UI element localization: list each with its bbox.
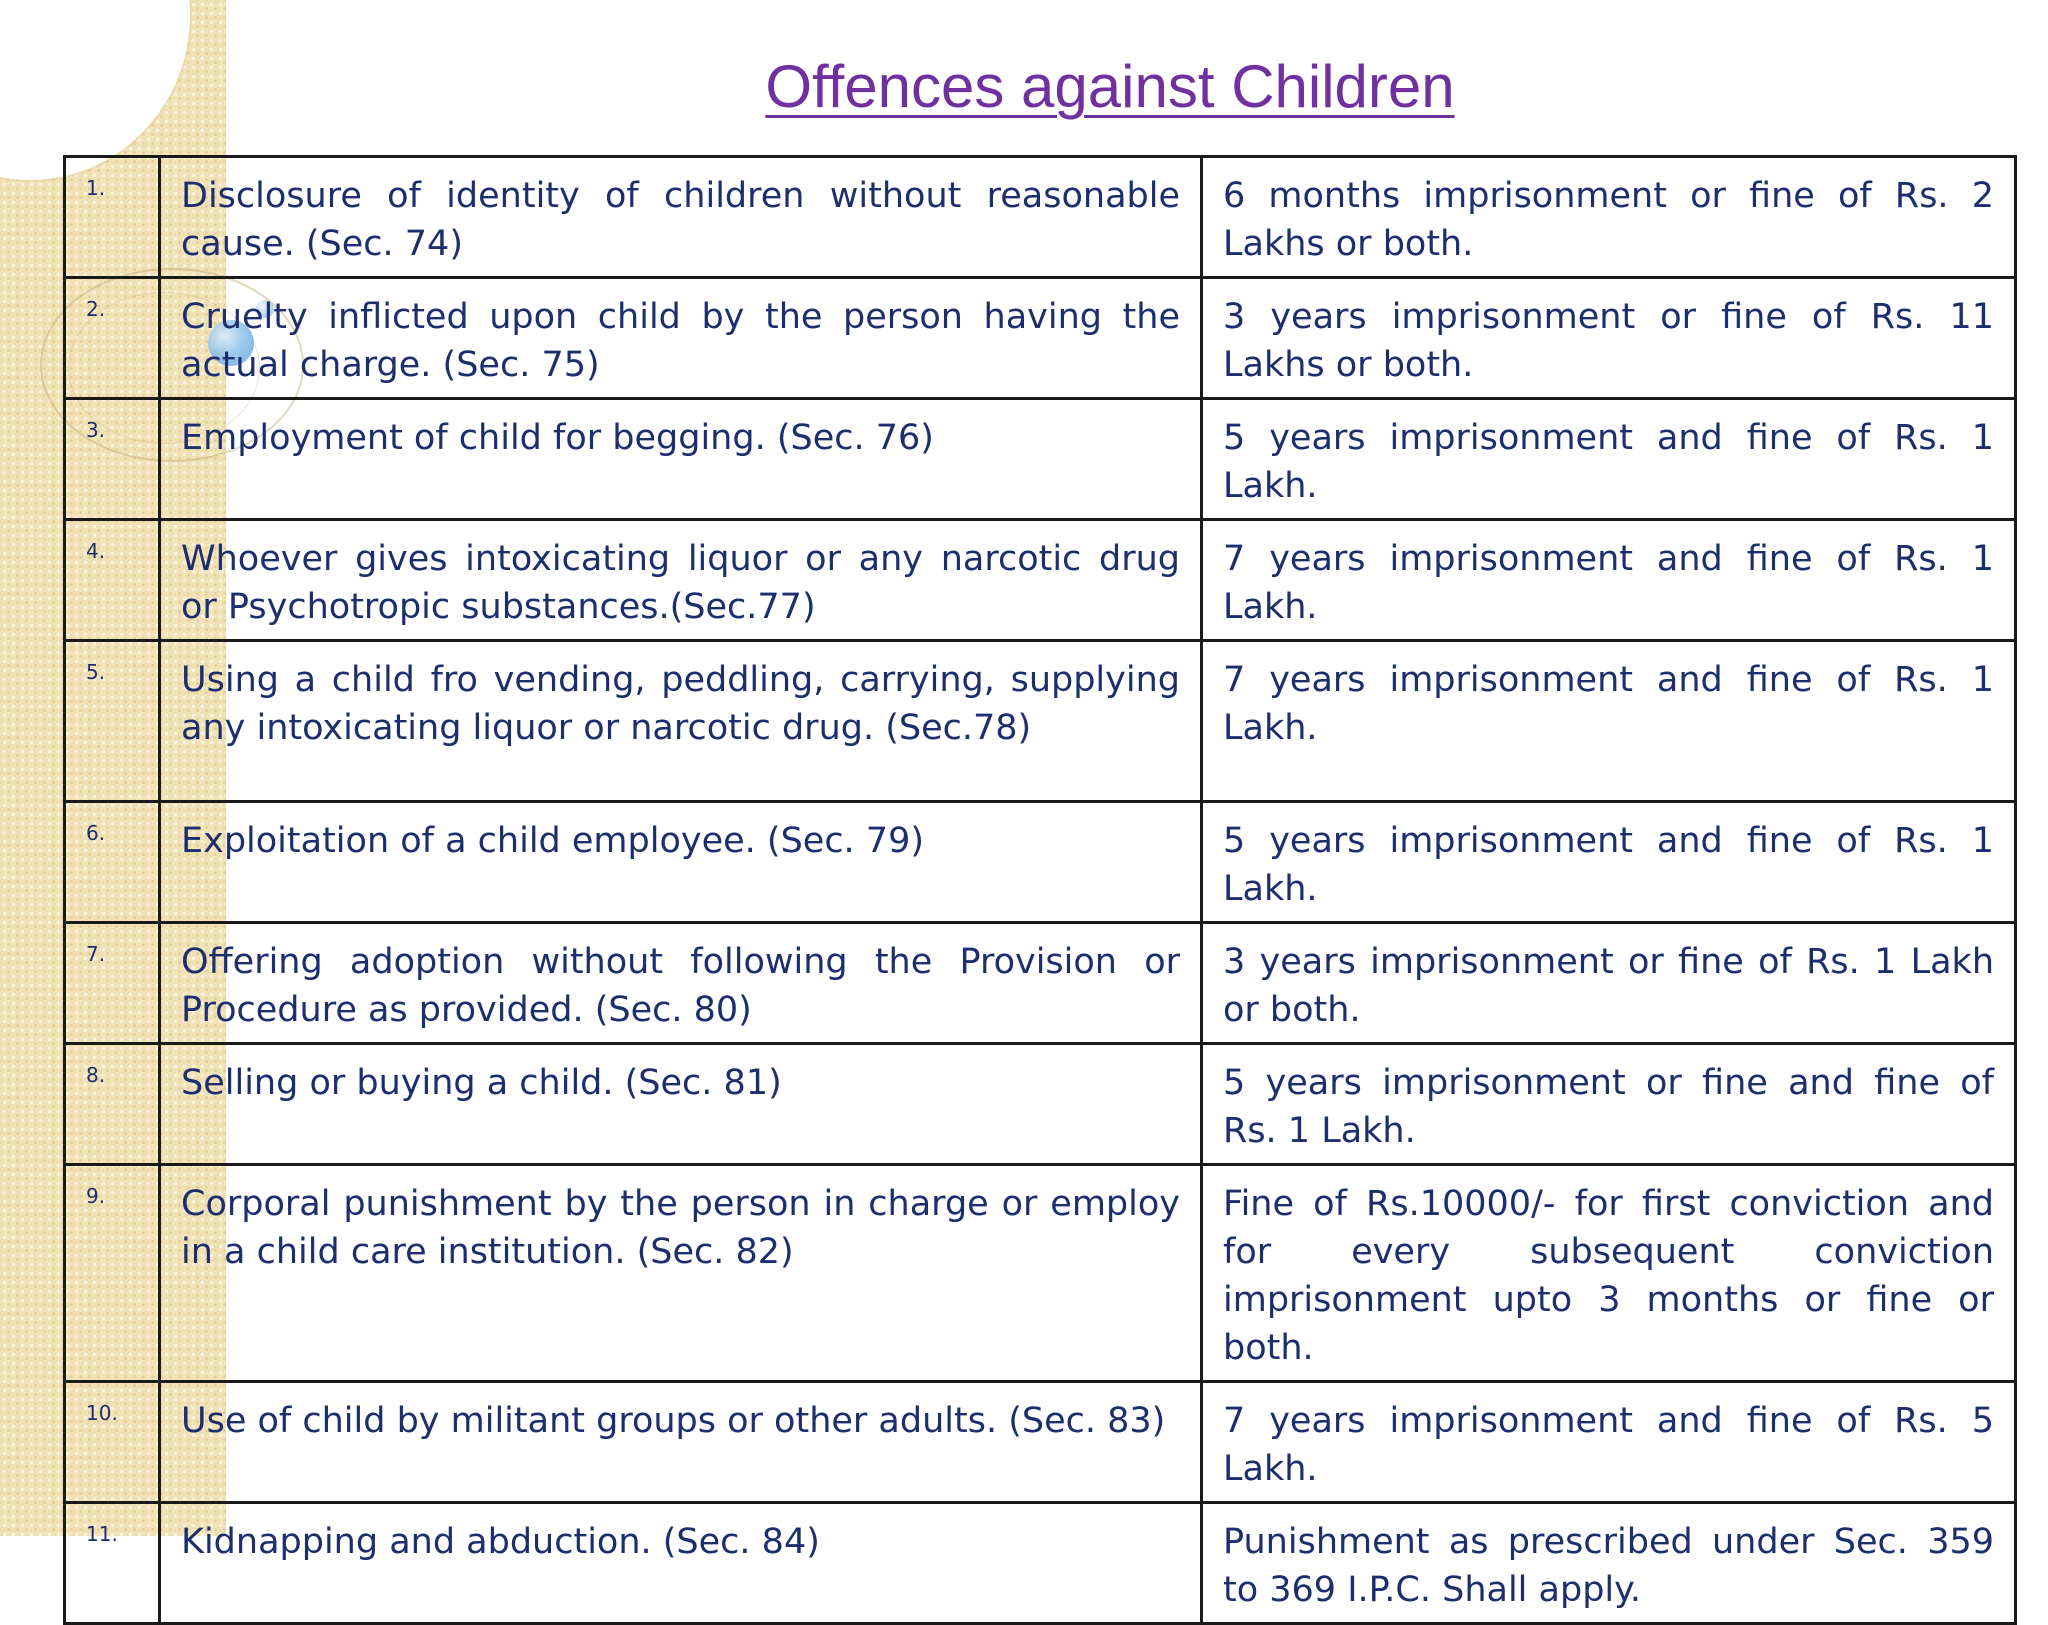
offence-cell: Kidnapping and abduction. (Sec. 84): [160, 1503, 1202, 1624]
row-number: 6.: [65, 802, 160, 923]
punishment-cell: 7 years imprisonment and fine of Rs. 1 Lakh.: [1202, 520, 2016, 641]
punishment-cell: 5 years imprisonment or fine and fine of Rs. 1 Lakh.: [1202, 1044, 2016, 1165]
row-number: 8.: [65, 1044, 160, 1165]
row-number: 5.: [65, 641, 160, 802]
offence-cell: Disclosure of identity of children without reasonable cause. (Sec. 74): [160, 157, 1202, 278]
table-row: [65, 802, 2016, 923]
offence-cell: Corporal punishment by the person in charge or employ in a child care institution. (Sec. 82): [160, 1165, 1202, 1382]
punishment-cell: Fine of Rs.10000/- for first conviction and for every subsequent conviction imprisonment upto 3 months or fine or both.: [1202, 1165, 2016, 1382]
row-number: 4.: [65, 520, 160, 641]
table-row: [65, 278, 2016, 399]
table-row: [65, 641, 2016, 802]
offence-cell: Use of child by militant groups or other adults. (Sec. 83): [160, 1382, 1202, 1503]
table-row: [65, 1382, 2016, 1503]
offence-cell: Using a child fro vending, peddling, carrying, supplying any intoxicating liquor or narcotic drug. (Sec.78): [160, 641, 1202, 802]
row-number: 1.: [65, 157, 160, 278]
row-number: 10.: [65, 1382, 160, 1503]
punishment-cell: 5 years imprisonment and fine of Rs. 1 Lakh.: [1202, 399, 2016, 520]
punishment-cell: Punishment as prescribed under Sec. 359 to 369 I.P.C. Shall apply.: [1202, 1503, 2016, 1624]
table-row: [65, 1165, 2016, 1382]
punishment-cell: 5 years imprisonment and fine of Rs. 1 Lakh.: [1202, 802, 2016, 923]
page-title: Offences against Children: [765, 53, 1455, 120]
offences-table: [63, 155, 2017, 1625]
row-number: 9.: [65, 1165, 160, 1382]
punishment-cell: 3 years imprisonment or fine of Rs. 11 Lakhs or both.: [1202, 278, 2016, 399]
offence-cell: Cruelty inflicted upon child by the person having the actual charge. (Sec. 75): [160, 278, 1202, 399]
offence-cell: Selling or buying a child. (Sec. 81): [160, 1044, 1202, 1165]
table-row: [65, 923, 2016, 1044]
table-row: [65, 157, 2016, 278]
offence-cell: Exploitation of a child employee. (Sec. 79): [160, 802, 1202, 923]
row-number: 3.: [65, 399, 160, 520]
offence-cell: Whoever gives intoxicating liquor or any narcotic drug or Psychotropic substances.(Sec.77): [160, 520, 1202, 641]
table-row: [65, 1503, 2016, 1624]
punishment-cell: 3 years imprisonment or fine of Rs. 1 Lakh or both.: [1202, 923, 2016, 1044]
table-row: [65, 520, 2016, 641]
punishment-cell: 7 years imprisonment and fine of Rs. 5 Lakh.: [1202, 1382, 2016, 1503]
row-number: 7.: [65, 923, 160, 1044]
row-number: 2.: [65, 278, 160, 399]
offence-cell: Employment of child for begging. (Sec. 76): [160, 399, 1202, 520]
offence-cell: Offering adoption without following the Provision or Procedure as provided. (Sec. 80): [160, 923, 1202, 1044]
row-number: 11.: [65, 1503, 160, 1624]
punishment-cell: 6 months imprisonment or fine of Rs. 2 Lakhs or both.: [1202, 157, 2016, 278]
table-row: [65, 1044, 2016, 1165]
table-row: [65, 399, 2016, 520]
punishment-cell: 7 years imprisonment and fine of Rs. 1 Lakh.: [1202, 641, 2016, 802]
